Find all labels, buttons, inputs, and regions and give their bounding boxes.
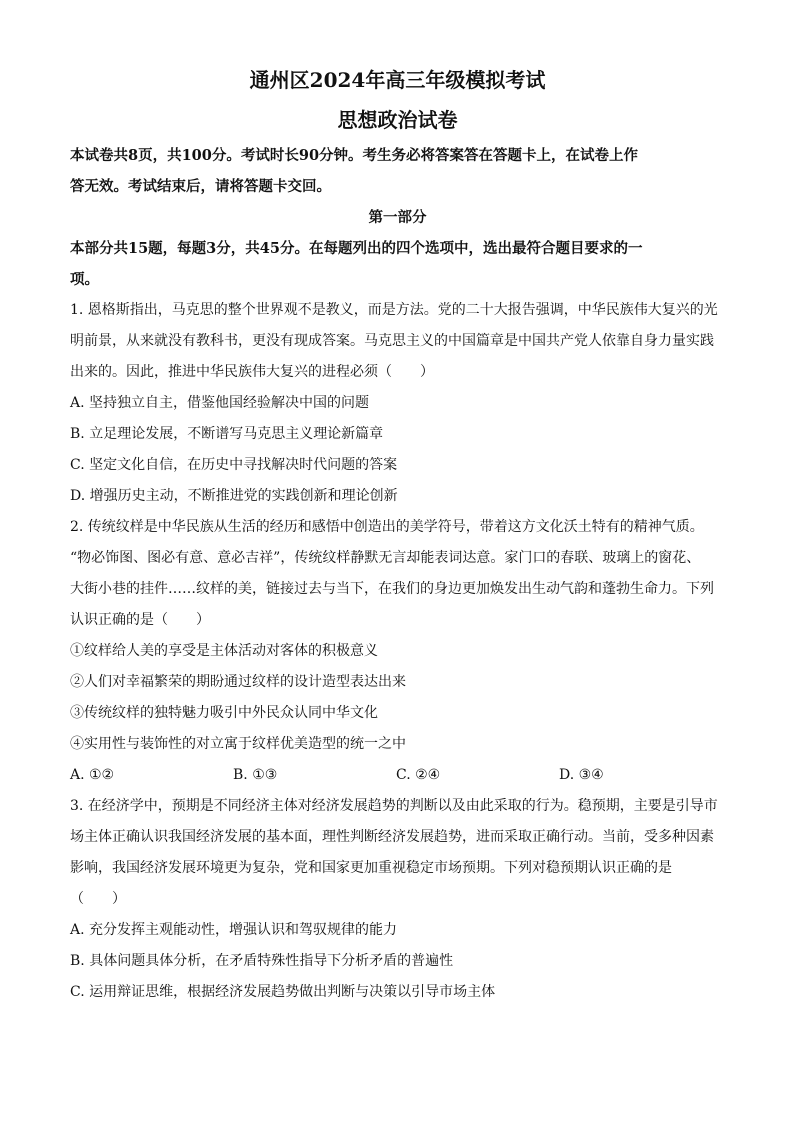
choice-a: A. ①② xyxy=(70,767,115,783)
question-stem-line: 大街小巷的挂件……纹样的美，链接过去与当下，在我们的身边更加焕发出生动气韵和蓬勃生命力。下列 xyxy=(70,581,714,597)
question-stem-line: 认识正确的是（ ） xyxy=(70,612,210,628)
intro-line: 答无效。考试结束后，请将答题卡交回。 xyxy=(70,178,331,195)
intro-line: 本试卷共8页，共100分。考试时长90分钟。考生务必将答案答在答题卡上，在试卷上作 xyxy=(70,147,639,164)
question-stem-line: 场主体正确认识我国经济发展的基本面，理性判断经济发展趋势，进而采取正确行动。当前，受多种因素 xyxy=(70,829,714,845)
choice-row xyxy=(70,760,725,791)
question-stem-line: 出来的。因此，推进中华民族伟大复兴的进程必须（ ） xyxy=(70,364,434,380)
exam-page xyxy=(70,60,725,1008)
option-b: B. 具体问题具体分析，在矛盾特殊性指导下分析矛盾的普遍性 xyxy=(70,953,454,969)
choice-c: C. ②④ xyxy=(396,767,441,783)
question-stem-line: 影响，我国经济发展环境更为复杂，党和国家更加重视稳定市场预期。下列对稳预期认识正确的是 xyxy=(70,860,672,876)
section-desc-line: 本部分共15题，每题3分，共45分。在每题列出的四个选项中，选出最符合题目要求的一 xyxy=(70,240,643,257)
exam-title: 通州区2024年高三年级模拟考试 xyxy=(249,68,546,92)
question-3 xyxy=(70,791,725,1008)
question-stem-line: 3. 在经济学中，预期是不同经济主体对经济发展趋势的判断以及由此采取的行为。稳预期，主要是引导市 xyxy=(70,798,718,814)
statement-1: ①纹样给人美的享受是主体活动对客体的积极意义 xyxy=(70,643,378,659)
statement-3: ③传统纹样的独特魅力吸引中外民众认同中华文化 xyxy=(70,705,378,721)
option-a: A. 充分发挥主观能动性，增强认识和驾驭规律的能力 xyxy=(70,922,398,938)
statement-2: ②人们对幸福繁荣的期盼通过纹样的设计造型表达出来 xyxy=(70,674,406,690)
question-2 xyxy=(70,512,725,791)
question-stem-line: 1. 恩格斯指出，马克思的整个世界观不是教义，而是方法。党的二十大报告强调，中华民族伟大复兴的光 xyxy=(70,302,718,318)
section-heading: 第一部分 xyxy=(368,209,427,226)
choice-b: B. ①③ xyxy=(233,767,278,783)
exam-subtitle: 思想政治试卷 xyxy=(337,108,458,132)
option-c: C. 坚定文化自信，在历史中寻找解决时代问题的答案 xyxy=(70,457,398,473)
question-stem-line: 2. 传统纹样是中华民族从生活的经历和感悟中创造出的美学符号，带着这方文化沃土特有的精神气质。 xyxy=(70,519,704,535)
choice-d: D. ③④ xyxy=(559,767,604,783)
option-d: D. 增强历史主动，不断推进党的实践创新和理论创新 xyxy=(70,488,398,504)
option-c: C. 运用辩证思维，根据经济发展趋势做出判断与决策以引导市场主体 xyxy=(70,984,496,1000)
statement-4: ④实用性与装饰性的对立寓于纹样优美造型的统一之中 xyxy=(70,736,406,752)
question-stem-line: 明前景，从来就没有教科书，更没有现成答案。马克思主义的中国篇章是中国共产党人依靠自身力量实践 xyxy=(70,333,714,349)
section-desc-line: 项。 xyxy=(70,271,99,288)
option-b: B. 立足理论发展，不断谱写马克思主义理论新篇章 xyxy=(70,426,384,442)
question-1 xyxy=(70,295,725,512)
option-a: A. 坚持独立自主，借鉴他国经验解决中国的问题 xyxy=(70,395,370,411)
question-stem-line: （ ） xyxy=(70,891,126,907)
question-stem-line: “物必饰图、图必有意、意必吉祥”，传统纹样静默无言却能表词达意。家门口的春联、玻璃上的窗花、 xyxy=(70,550,701,566)
